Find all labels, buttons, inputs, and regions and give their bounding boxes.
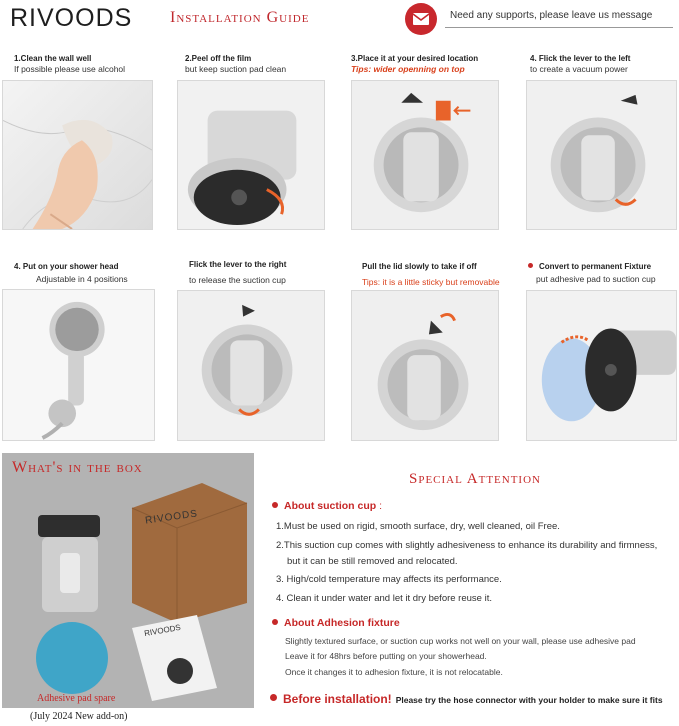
step-8-photo	[526, 290, 677, 441]
step-subtitle: If possible please use alcohol	[14, 64, 126, 74]
before-text: Please try the hose connector with your holder to make sure it fits	[395, 695, 663, 705]
adhesion-heading-text: About Adhesion fixture	[284, 617, 400, 629]
support-underline	[445, 27, 673, 28]
step-6-photo	[177, 290, 325, 441]
adhesion-item: Leave it for 48hrs before putting on your showerhead.	[285, 651, 487, 661]
step-subtitle: to release the suction cup	[189, 275, 286, 285]
bullet-icon	[528, 263, 533, 268]
step-title	[528, 262, 656, 271]
brand-logo: RIVOODS	[10, 4, 133, 32]
bullet-icon	[272, 502, 278, 508]
step-title: Flick the lever to the right	[189, 260, 287, 269]
step-tip: Tips: wider openning on top	[351, 64, 465, 74]
suction-heading	[272, 500, 382, 512]
adhesion-item: Once it changes it to adhesion fixture, it is not relocatable.	[285, 667, 503, 677]
suction-item: but it can be still removed and relocated.	[287, 556, 458, 567]
step-subtitle: Adjustable in 4 positions	[36, 274, 128, 284]
support-text: Need any supports, please leave us message	[450, 10, 653, 21]
step-4-photo	[526, 80, 677, 230]
step-1-photo	[2, 80, 153, 230]
suction-item: 4. Clean it under water and let it dry before reuse it.	[276, 593, 492, 604]
addon-label: (July 2024 New add-on)	[30, 711, 128, 722]
mail-icon[interactable]	[405, 3, 437, 35]
step-5	[14, 262, 128, 284]
step-7-photo	[351, 290, 499, 441]
step-subtitle: to create a vacuum power	[530, 64, 628, 74]
bullet-icon	[272, 619, 278, 625]
suction-item: 1.Must be used on rigid, smooth surface, dry, well cleaned, oil Free.	[276, 521, 560, 532]
box-brand: RIVOODS	[144, 508, 199, 527]
suction-item: 3. High/cold temperature may affects its performance.	[276, 574, 502, 585]
step-tip: Tips: it is a little sticky but removable	[362, 277, 500, 287]
step-5-photo	[2, 289, 155, 441]
step-3	[351, 54, 478, 74]
step-subtitle: put adhesive pad to suction cup	[536, 274, 656, 284]
step-7	[362, 262, 500, 287]
adhesion-heading	[272, 617, 400, 629]
step-6	[189, 260, 286, 285]
bullet-icon	[270, 694, 277, 701]
heading-colon: :	[379, 500, 383, 512]
step-title: 4. Flick the lever to the left	[530, 54, 631, 63]
before-installation-note	[270, 690, 663, 708]
step-title: Pull the lid slowly to take if off	[362, 262, 477, 271]
adhesion-item: Slightly textured surface, or suction cup works not well on your wall, please use adhesive pad	[285, 636, 636, 646]
step-subtitle: but keep suction pad clean	[185, 64, 287, 74]
step-title: 4. Put on your shower head	[14, 262, 119, 271]
before-heading: Before installation!	[283, 692, 392, 706]
step-title: 1.Clean the wall well	[14, 54, 92, 63]
step-4	[530, 54, 630, 74]
step-title: 3.Place it at your desired location	[351, 54, 479, 63]
step-title: 2.Peel off the film	[185, 54, 252, 63]
attention-title: Special Attention	[409, 471, 541, 487]
manual-brand: RIVOODS	[143, 622, 182, 639]
suction-item: 2.This suction cup comes with slightly adhesiveness to enhance its durability and firmness,	[276, 540, 658, 551]
step-2	[185, 54, 286, 74]
page-title: Installation Guide	[170, 9, 310, 26]
box-contents-panel	[2, 453, 254, 708]
box-section-title: What's in the box	[12, 459, 143, 476]
step-8	[528, 262, 656, 284]
step-3-photo	[351, 80, 499, 230]
step-title-text: Convert to permanent Fixture	[539, 262, 652, 271]
adhesive-pad-label: Adhesive pad spare	[37, 693, 116, 704]
step-2-photo	[177, 80, 325, 230]
suction-heading-text: About suction cup	[284, 500, 377, 512]
step-1	[14, 54, 125, 74]
